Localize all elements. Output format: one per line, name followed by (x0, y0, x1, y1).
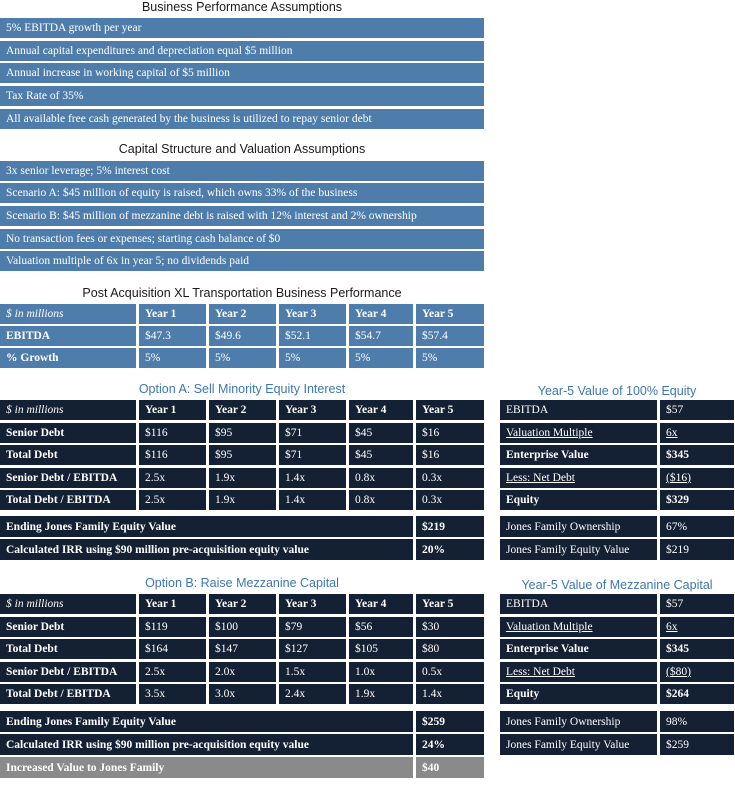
option-a-header-year4: Year 4 (349, 400, 413, 420)
value-a-row-multiple (500, 423, 734, 443)
perf-row-label: % Growth (0, 348, 136, 368)
option-b-header-year1: Year 1 (139, 594, 206, 614)
option-a-cell: 1.4x (279, 490, 346, 510)
option-a-summary-equity (0, 516, 484, 537)
option-b-summary-label: Calculated IRR using $90 million pre-acquisition equity value (0, 734, 413, 755)
value-b-value: ($80) (660, 662, 734, 682)
perf-header-label: $ in millions (0, 304, 136, 324)
option-b-cell: 2.0x (209, 662, 276, 682)
value-a-label: Enterprise Value (500, 445, 657, 465)
value-b-value: $57 (660, 594, 734, 614)
perf-header-row (0, 304, 484, 324)
capital-assumption-3: Scenario B: $45 million of mezzanine debt is raised with 12% interest and 2% ownership (0, 206, 484, 226)
value-a-label: Equity (500, 490, 657, 510)
value-a-label: Valuation Multiple (500, 423, 657, 443)
value-b-row-multiple (500, 617, 734, 637)
business-assumption-4: Tax Rate of 35% (0, 86, 484, 106)
perf-header-year1: Year 1 (139, 304, 206, 324)
perf-header-year5: Year 5 (416, 304, 484, 324)
capital-assumptions-title: Capital Structure and Valuation Assumptions (118, 142, 366, 156)
option-a-row-total-debt (0, 445, 484, 465)
option-a-row-label: Total Debt (0, 445, 136, 465)
value-a-row-equity (500, 490, 734, 510)
option-a-row-senior-debt-ebitda (0, 468, 484, 488)
option-b-row-senior-debt (0, 617, 484, 637)
option-a-cell: 2.5x (139, 490, 206, 510)
perf-cell: $57.4 (416, 326, 484, 346)
option-a-cell: $116 (139, 445, 206, 465)
option-b-cell: 1.9x (349, 684, 413, 704)
option-a-row-label: Total Debt / EBITDA (0, 490, 136, 510)
value-a-value: 67% (660, 516, 734, 537)
option-b-header-year5: Year 5 (416, 594, 484, 614)
value-b-row-net-debt (500, 662, 734, 682)
performance-table-title: Post Acquisition XL Transportation Business Performance (82, 286, 402, 300)
option-b-summary-value: $259 (416, 711, 484, 732)
option-b-summary-label: Increased Value to Jones Family (0, 757, 413, 778)
option-a-header-label: $ in millions (0, 400, 136, 420)
option-b-header-year4: Year 4 (349, 594, 413, 614)
option-b-cell: $56 (349, 617, 413, 637)
value-a-value: $329 (660, 490, 734, 510)
perf-row-label: EBITDA (0, 326, 136, 346)
value-b-value: $259 (660, 734, 734, 755)
option-b-summary-value: $40 (416, 757, 484, 778)
value-b-row-equity (500, 684, 734, 704)
value-a-label: Less: Net Debt (500, 468, 657, 488)
option-b-summary-value: 24% (416, 734, 484, 755)
option-b-cell: $164 (139, 639, 206, 659)
perf-cell: $52.1 (279, 326, 346, 346)
option-a-header-year2: Year 2 (209, 400, 276, 420)
option-b-summary-increase (0, 757, 484, 778)
value-a-row-enterprise (500, 445, 734, 465)
value-a-label: Jones Family Equity Value (500, 539, 657, 560)
option-b-cell: 1.5x (279, 662, 346, 682)
option-a-cell: 0.8x (349, 490, 413, 510)
value-b-label: Jones Family Ownership (500, 711, 657, 732)
option-b-cell: $100 (209, 617, 276, 637)
perf-header-year2: Year 2 (209, 304, 276, 324)
option-a-row-total-debt-ebitda (0, 490, 484, 510)
value-b-row-enterprise (500, 639, 734, 659)
value-a-row-ownership (500, 516, 734, 537)
value-a-title: Year-5 Value of 100% Equity (537, 384, 697, 398)
option-b-cell: $80 (416, 639, 484, 659)
option-a-row-senior-debt (0, 423, 484, 443)
business-assumption-2: Annual capital expenditures and depreciation equal $5 million (0, 41, 484, 61)
option-b-cell: 1.0x (349, 662, 413, 682)
option-b-cell: 1.4x (416, 684, 484, 704)
option-b-cell: 2.5x (139, 662, 206, 682)
value-b-value: 98% (660, 711, 734, 732)
option-a-summary-value: 20% (416, 539, 484, 560)
value-b-label: Equity (500, 684, 657, 704)
perf-cell: $49.6 (209, 326, 276, 346)
business-assumption-5: All available free cash generated by the business is utilized to repay senior debt (0, 109, 484, 129)
value-a-row-net-debt (500, 468, 734, 488)
perf-header-year4: Year 4 (349, 304, 413, 324)
value-a-value: ($16) (660, 468, 734, 488)
perf-cell: 5% (416, 348, 484, 368)
option-b-cell: 3.0x (209, 684, 276, 704)
option-b-row-label: Total Debt (0, 639, 136, 659)
option-b-cell: $30 (416, 617, 484, 637)
option-b-row-label: Senior Debt (0, 617, 136, 637)
option-a-cell: $95 (209, 423, 276, 443)
value-b-value: $345 (660, 639, 734, 659)
option-a-cell: $45 (349, 445, 413, 465)
option-a-cell: 0.3x (416, 468, 484, 488)
option-a-cell: 1.4x (279, 468, 346, 488)
perf-cell: $47.3 (139, 326, 206, 346)
option-b-row-senior-debt-ebitda (0, 662, 484, 682)
option-b-title: Option B: Raise Mezzanine Capital (145, 576, 339, 590)
value-b-title: Year-5 Value of Mezzanine Capital (521, 578, 713, 592)
option-b-row-label: Total Debt / EBITDA (0, 684, 136, 704)
value-a-row-ebitda (500, 400, 734, 420)
option-a-cell: $45 (349, 423, 413, 443)
option-b-summary-equity (0, 711, 484, 732)
value-a-value: $345 (660, 445, 734, 465)
option-b-header-year2: Year 2 (209, 594, 276, 614)
option-b-row-label: Senior Debt / EBITDA (0, 662, 136, 682)
option-b-cell: 0.5x (416, 662, 484, 682)
option-a-header-row (0, 400, 484, 420)
option-a-cell: 2.5x (139, 468, 206, 488)
option-b-header-row (0, 594, 484, 614)
perf-cell: 5% (139, 348, 206, 368)
option-b-cell: 3.5x (139, 684, 206, 704)
option-a-summary-irr (0, 539, 484, 560)
value-a-value: $57 (660, 400, 734, 420)
option-a-cell: 0.3x (416, 490, 484, 510)
value-b-label: Valuation Multiple (500, 617, 657, 637)
option-a-cell: $16 (416, 445, 484, 465)
perf-header-year3: Year 3 (279, 304, 346, 324)
value-a-value: 6x (660, 423, 734, 443)
perf-cell: 5% (209, 348, 276, 368)
perf-cell: 5% (279, 348, 346, 368)
option-b-row-total-debt-ebitda (0, 684, 484, 704)
option-b-cell: $79 (279, 617, 346, 637)
perf-row-ebitda (0, 326, 484, 346)
value-a-label: EBITDA (500, 400, 657, 420)
option-b-cell: $105 (349, 639, 413, 659)
capital-assumption-1: 3x senior leverage; 5% interest cost (0, 161, 484, 181)
option-a-cell: $116 (139, 423, 206, 443)
option-b-row-total-debt (0, 639, 484, 659)
option-a-cell: $71 (279, 445, 346, 465)
value-b-value: $264 (660, 684, 734, 704)
option-a-header-year1: Year 1 (139, 400, 206, 420)
option-a-summary-label: Calculated IRR using $90 million pre-acquisition equity value (0, 539, 413, 560)
perf-cell: $54.7 (349, 326, 413, 346)
option-a-cell: $16 (416, 423, 484, 443)
option-b-header-label: $ in millions (0, 594, 136, 614)
value-a-value: $219 (660, 539, 734, 560)
value-b-row-family-equity (500, 734, 734, 755)
option-b-header-year3: Year 3 (279, 594, 346, 614)
option-a-header-year3: Year 3 (279, 400, 346, 420)
option-a-summary-label: Ending Jones Family Equity Value (0, 516, 413, 537)
capital-assumption-2: Scenario A: $45 million of equity is raised, which owns 33% of the business (0, 183, 484, 203)
value-b-label: Enterprise Value (500, 639, 657, 659)
value-b-row-ownership (500, 711, 734, 732)
value-b-label: Jones Family Equity Value (500, 734, 657, 755)
value-a-row-family-equity (500, 539, 734, 560)
option-b-cell: $119 (139, 617, 206, 637)
value-a-label: Jones Family Ownership (500, 516, 657, 537)
perf-row-growth (0, 348, 484, 368)
option-b-cell: 2.4x (279, 684, 346, 704)
capital-assumption-5: Valuation multiple of 6x in year 5; no dividends paid (0, 251, 484, 271)
option-a-title: Option A: Sell Minority Equity Interest (138, 382, 346, 396)
business-assumption-3: Annual increase in working capital of $5 million (0, 63, 484, 83)
option-a-row-label: Senior Debt (0, 423, 136, 443)
option-a-header-year5: Year 5 (416, 400, 484, 420)
option-a-cell: 1.9x (209, 468, 276, 488)
value-b-label: Less: Net Debt (500, 662, 657, 682)
business-assumption-1: 5% EBITDA growth per year (0, 18, 484, 38)
option-b-summary-label: Ending Jones Family Equity Value (0, 711, 413, 732)
value-b-value: 6x (660, 617, 734, 637)
option-b-cell: $147 (209, 639, 276, 659)
option-b-summary-irr (0, 734, 484, 755)
capital-assumption-4: No transaction fees or expenses; starting cash balance of $0 (0, 229, 484, 249)
option-b-cell: $127 (279, 639, 346, 659)
business-assumptions-title: Business Performance Assumptions (141, 0, 343, 14)
perf-cell: 5% (349, 348, 413, 368)
option-a-summary-value: $219 (416, 516, 484, 537)
option-a-cell: $71 (279, 423, 346, 443)
option-a-row-label: Senior Debt / EBITDA (0, 468, 136, 488)
option-a-cell: 1.9x (209, 490, 276, 510)
value-b-row-ebitda (500, 594, 734, 614)
option-a-cell: 0.8x (349, 468, 413, 488)
value-b-label: EBITDA (500, 594, 657, 614)
option-a-cell: $95 (209, 445, 276, 465)
